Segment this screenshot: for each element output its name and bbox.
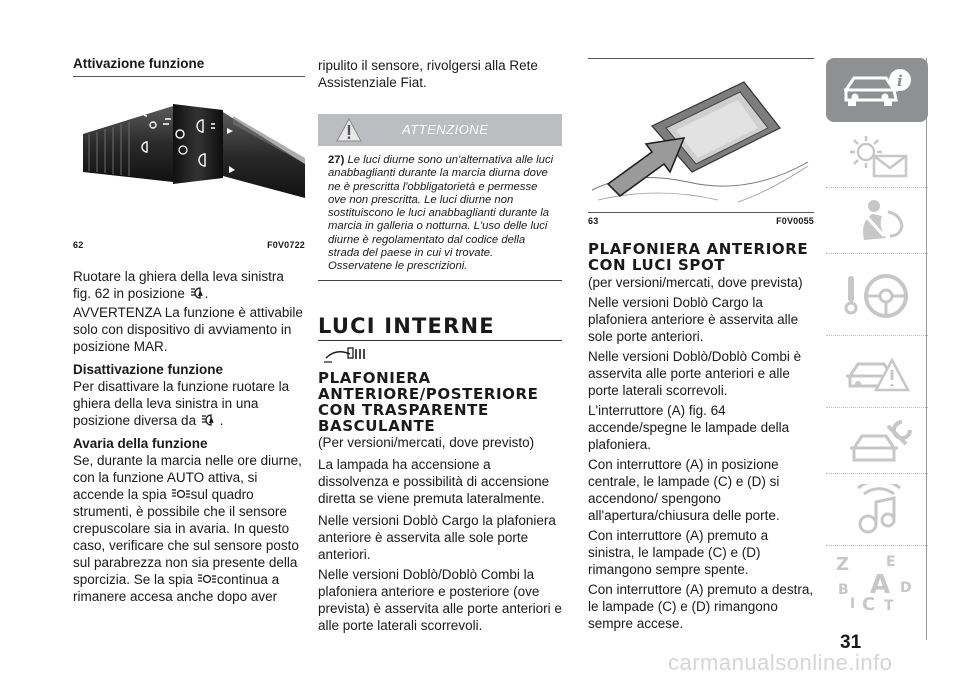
dusk-sensor-warning-icon xyxy=(171,488,191,500)
activation-text xyxy=(73,268,305,605)
index-letter-t: T xyxy=(884,598,894,614)
spot-paragraph-4: L'interruttore (A) fig. 64 accende/spegne le lampade della plafoniera. xyxy=(588,403,790,452)
tab-starting-driving[interactable] xyxy=(826,256,928,336)
index-letter-z: Z xyxy=(836,554,850,575)
starting-driving-icon xyxy=(842,266,916,326)
fault-text-c: continua a rimanere accesa anche dopo aver xyxy=(73,572,280,604)
heading-activation: Attivazione funzione xyxy=(73,56,205,71)
fault-text-a: Se, durante la marcia nelle ore diurne, con la funzione AUTO attiva, si accende la spia xyxy=(73,453,302,502)
auto-light-icon xyxy=(189,287,205,299)
tab-divider xyxy=(826,187,928,188)
index-icon xyxy=(836,554,918,616)
tab-multimedia[interactable] xyxy=(826,476,928,546)
activation-paragraph-1b-end: . xyxy=(204,286,209,301)
deactivation-paragraph xyxy=(73,378,305,429)
plafoniera-paragraph-3: Nelle versioni Doblò Cargo la plafoniera anteriore è asservita alle sole porte anteriori. xyxy=(318,513,556,562)
warning-triangle-icon xyxy=(336,118,362,142)
index-letter-a: A xyxy=(870,570,891,600)
spot-paragraph-7: Con interruttore (A) premuto a destra, le lampade (C) e (D) rimangono sempre accese. xyxy=(588,582,814,631)
continued-paragraph: ripulito il sensore, rivolgersi alla Rete Assistenziale Fiat. xyxy=(318,58,538,90)
dusk-sensor-warning-icon xyxy=(197,573,217,585)
figure-62-number: 62 xyxy=(73,240,84,250)
svg-text:i: i xyxy=(897,72,903,90)
section-rule xyxy=(318,340,562,341)
ceiling-lamp-figure xyxy=(588,72,814,212)
fault-paragraph xyxy=(73,452,305,605)
deactivation-text: Per disattivare la funzione ruotare la ghiera della leva sinistra in una posizione diversa da xyxy=(73,379,290,428)
activation-paragraph-1b xyxy=(73,285,305,302)
figure-63-top-rule xyxy=(588,58,814,59)
figure-63-bottom-rule xyxy=(588,212,814,213)
index-letter-b: B xyxy=(838,582,849,598)
tab-divider xyxy=(826,253,928,254)
tab-divider xyxy=(826,335,928,336)
tab-index[interactable] xyxy=(826,550,928,620)
watermark: carmanualsonline.info xyxy=(668,650,893,675)
svg-text:A: A xyxy=(197,291,203,298)
plafoniera-text xyxy=(318,434,562,634)
activation-paragraph-1b-text: fig. 62 in posizione xyxy=(73,286,189,301)
activation-paragraph-1a: Ruotare la ghiera della leva sinistra xyxy=(73,269,284,284)
warning-text xyxy=(318,148,562,280)
warning-banner xyxy=(318,114,562,146)
index-letter-i: I xyxy=(850,596,856,612)
tab-divider xyxy=(826,473,928,474)
warning-title: ATTENZIONE xyxy=(402,122,489,137)
tab-warning-lights[interactable] xyxy=(826,124,928,188)
warning-lights-icon xyxy=(844,132,914,182)
spot-paragraph-2: Nelle versioni Doblò Cargo la plafoniera anteriore è asservita alle sole porte anteriori. xyxy=(588,295,799,344)
spot-paragraph-5: Con interruttore (A) in posizione centrale, le lampade (C) e (D) si accendono/ spengono all'apertura/chiusura delle porte. xyxy=(588,457,780,523)
index-letter-e: E xyxy=(886,554,896,570)
airbag-safety-icon xyxy=(848,196,908,248)
warning-box xyxy=(318,148,562,281)
light-stalk-figure xyxy=(83,94,305,224)
auto-light-icon xyxy=(200,414,216,426)
plafoniera-paragraph-4: Nelle versioni Doblò/Doblò Combi la plafoniera anteriore e posteriore (ove prevista) è asservita alle porte anteriori e alle porte laterali scorrevoli. xyxy=(318,567,562,633)
subsection-title: PLAFONIERA ANTERIORE/POSTERIORE CON TRASPARENTE BASCULANTE xyxy=(318,369,539,435)
tab-car-info[interactable] xyxy=(826,58,928,122)
warning-body: Le luci diurne sono un'alternativa alle luci anabbaglianti durante la marcia diurna dove ne è prescritta l'obbligatorietà e permesse ove non prescritta. Le luci diurne non sostituiscono le luci anabbaglianti durante la marcia in galleria o notturna. L'uso delle luci diurne è regolamentato dal codice della strada del paese in cui vi trovate. Osservatene le prescrizioni. xyxy=(328,154,554,273)
spot-note: (per versioni/mercati, dove prevista) xyxy=(588,275,803,290)
figure-63-code: F0V0055 xyxy=(776,216,814,226)
heading-fault: Avaria della funzione xyxy=(73,436,208,451)
spot-paragraph-6: Con interruttore (A) premuto a sinistra, le lampade (C) e (D) rimangono sempre spente. xyxy=(588,528,769,577)
interior-light-icon xyxy=(320,346,370,364)
figure-62-code: F0V0722 xyxy=(267,240,305,250)
heading-deactivation: Disattivazione funzione xyxy=(73,362,224,377)
plafoniera-paragraph-2: La lampada ha accensione a dissolvenza e possibilità di accensione diretta se viene premuta lateralmente. xyxy=(318,457,550,506)
figure-63-number: 63 xyxy=(588,216,599,226)
tab-emergency[interactable] xyxy=(826,338,928,408)
maintenance-icon xyxy=(844,416,914,470)
car-info-icon xyxy=(838,66,918,114)
figure-62-caption xyxy=(73,240,305,250)
index-letter-c: C xyxy=(862,594,876,615)
index-letter-d: D xyxy=(900,580,912,596)
spot-paragraph-3: Nelle versioni Doblò/Doblò Combi è asservita alle porte anteriori e alle porte laterali scorrevoli. xyxy=(588,349,802,398)
tab-divider xyxy=(826,545,928,546)
figure-63-caption xyxy=(588,216,814,226)
tab-divider xyxy=(826,407,928,408)
emergency-icon xyxy=(840,346,918,402)
warning-number: 27) xyxy=(328,154,345,166)
deactivation-text-end: . xyxy=(215,413,224,428)
multimedia-icon xyxy=(844,484,914,540)
spot-lamp-title: PLAFONIERA ANTERIORE CON LUCI SPOT xyxy=(588,240,809,274)
section-title: LUCI INTERNE xyxy=(318,314,495,338)
svg-text:A: A xyxy=(208,418,214,425)
fault-text-b: sul quadro strumenti, è possibile che il sensore crepuscolare sia in avaria. In questo caso, verificare che sul sensore posto sul parabrezza non sia presente della sporcizia. Se la spia xyxy=(73,487,299,587)
plafoniera-note: (Per versioni/mercati, dove previsto) xyxy=(318,435,535,450)
heading-rule xyxy=(73,76,305,77)
page-number: 31 xyxy=(840,632,862,653)
activation-note: AVVERTENZA La funzione è attivabile solo con dispositivo di avviamento in posizione MAR. xyxy=(73,305,303,354)
spot-lamp-text xyxy=(588,274,814,632)
tab-safety[interactable] xyxy=(826,190,928,254)
tab-maintenance[interactable] xyxy=(826,410,928,474)
